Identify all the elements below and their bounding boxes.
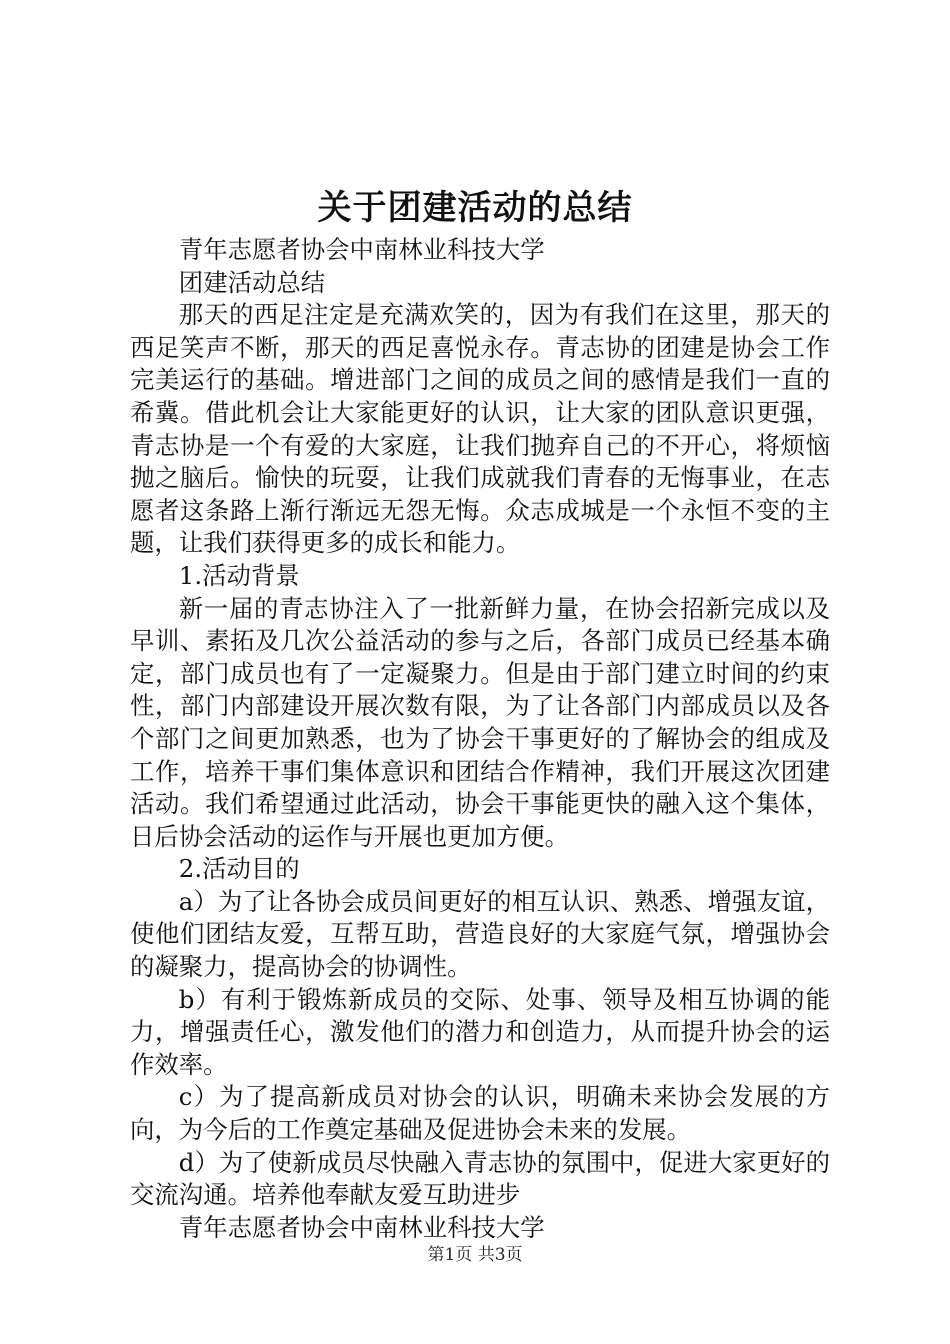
body-paragraph: 青年志愿者协会中南林业科技大学 [178, 235, 545, 264]
list-item: d）为了使新成员尽快融入青志协的氛围中，促进大家更好的交流沟通。培养他奉献友爱互助进步 [130, 1147, 830, 1210]
body-paragraph: 团建活动总结 [178, 267, 326, 297]
section-heading: 2.活动目的 [178, 854, 300, 884]
body-paragraph: 那天的西足注定是充满欢笑的，因为有我们在这里，那天的西足笑声不断，那天的西足喜悦永存。青志协的团建是协会工作完美运行的基础。增进部门之间的成员之间的感情是我们一直的希冀。借此机会让大家能更好的认识，让大家的团队意识更强，青志协是一个有爱的大家庭，让我们抛弃自己的不开心，将烦恼抛之脑后。愉快的玩耍，让我们成就我们青春的无悔事业，在志愿者这条路上渐行渐远无怨无悔。众志成城是一个永恒不变的主题，让我们获得更多的成长和能力。 [130, 300, 830, 558]
list-item: c）为了提高新成员对协会的认识，明确未来协会发展的方向，为今后的工作奠定基础及促进协会未来的发展。 [130, 1082, 830, 1145]
body-paragraph: 新一届的青志协注入了一批新鲜力量，在协会招新完成以及早训、素拓及几次公益活动的参与之后，各部门成员已经基本确定，部门成员也有了一定凝聚力。但是由于部门建立时间的约束性，部门内部建设开展次数有限，为了让各部门内部成员以及各个部门之间更加熟悉，也为了协会干事更好的了解协会的组成及工作，培养干事们集体意识和团结合作精神，我们开展这次团建活动。我们希望通过此活动，协会干事能更快的融入这个集体，日后协会活动的运作与开展也更加方便。 [130, 593, 830, 851]
document-title: 关于团建活动的总结 [317, 188, 633, 228]
list-item: b）有利于锻炼新成员的交际、处事、领导及相互协调的能力，增强责任心，激发他们的潜力和创造力，从而提升协会的运作效率。 [130, 984, 830, 1079]
document-body [130, 234, 830, 1244]
section-heading: 1.活动背景 [178, 560, 300, 590]
body-paragraph: 青年志愿者协会中南林业科技大学 [178, 1212, 545, 1242]
list-item: a）为了让各协会成员间更好的相互认识、熟悉、增强友谊，使他们团结友爱，互帮互助，营造良好的大家庭气氛，增强协会的凝聚力，提高协会的协调性。 [130, 886, 830, 982]
page-number-footer: 第1页 共3页 [427, 1245, 523, 1265]
